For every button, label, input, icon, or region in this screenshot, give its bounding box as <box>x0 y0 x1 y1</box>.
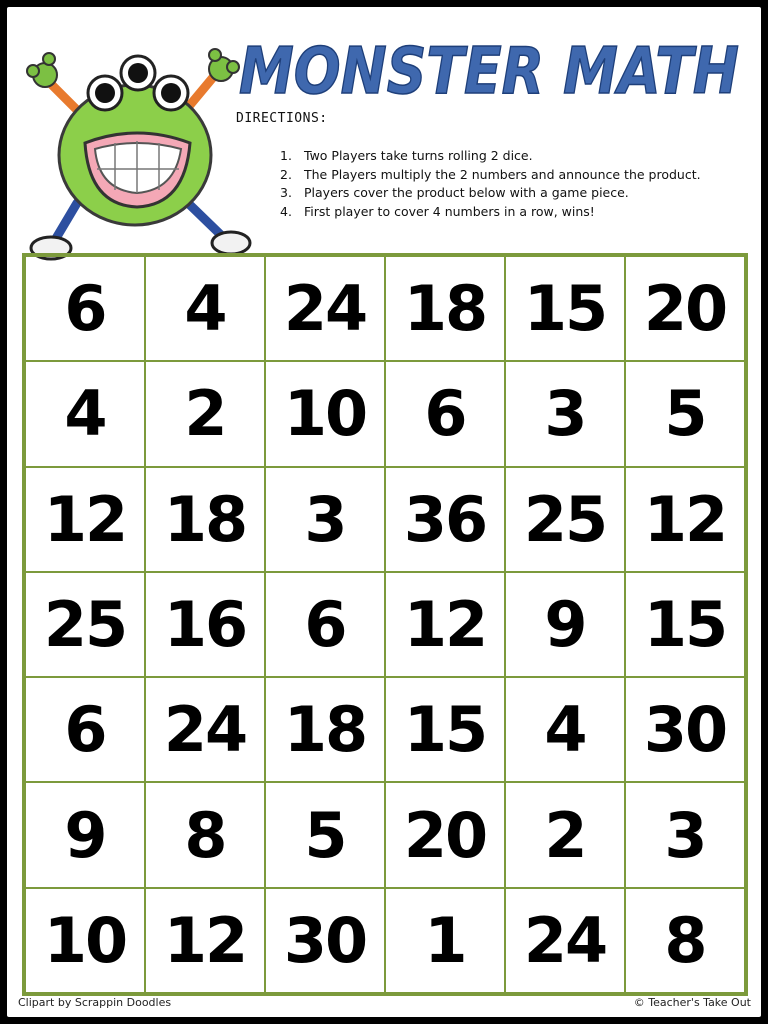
worksheet-page <box>7 7 761 1017</box>
board-cell[interactable]: 20 <box>625 256 745 361</box>
board-cell[interactable]: 20 <box>385 782 505 887</box>
monster-illustration <box>25 45 260 267</box>
directions-heading: DIRECTIONS: <box>236 111 328 126</box>
game-board <box>22 253 748 996</box>
direction-step <box>280 184 720 203</box>
board-cell[interactable]: 3 <box>625 782 745 887</box>
copyright-notice: © Teacher's Take Out <box>633 996 751 1009</box>
board-cell[interactable]: 3 <box>505 361 625 466</box>
page-title-text: MONSTER MATH <box>239 35 739 109</box>
direction-step <box>280 147 720 166</box>
direction-step-text: Two Players take turns rolling 2 dice. <box>304 148 533 163</box>
board-cell[interactable]: 9 <box>25 782 145 887</box>
direction-step-text: Players cover the product below with a game piece. <box>304 185 629 200</box>
board-cell[interactable]: 24 <box>265 256 385 361</box>
board-cell[interactable]: 6 <box>25 256 145 361</box>
board-cell[interactable]: 36 <box>385 467 505 572</box>
clipart-credit: Clipart by Scrappin Doodles <box>18 996 172 1009</box>
board-cell[interactable]: 24 <box>505 888 625 993</box>
board-cell[interactable]: 8 <box>145 782 265 887</box>
board-cell[interactable]: 10 <box>265 361 385 466</box>
board-cell[interactable]: 2 <box>505 782 625 887</box>
board-cell[interactable]: 9 <box>505 572 625 677</box>
direction-step-number: 1. <box>280 148 292 163</box>
direction-step <box>280 203 720 222</box>
board-cell[interactable]: 12 <box>25 467 145 572</box>
direction-step-text: The Players multiply the 2 numbers and announce the product. <box>304 166 701 182</box>
board-cell[interactable]: 2 <box>145 361 265 466</box>
board-cell[interactable]: 18 <box>385 256 505 361</box>
board-cell[interactable]: 5 <box>265 782 385 887</box>
direction-step-number: 2. <box>280 166 292 182</box>
board-cell[interactable]: 6 <box>265 572 385 677</box>
board-cell[interactable]: 15 <box>625 572 745 677</box>
board-cell[interactable]: 15 <box>505 256 625 361</box>
board-cell[interactable]: 4 <box>25 361 145 466</box>
board-cell[interactable]: 6 <box>25 677 145 782</box>
board-cell[interactable]: 25 <box>505 467 625 572</box>
board-cell[interactable]: 18 <box>145 467 265 572</box>
board-cell[interactable]: 12 <box>145 888 265 993</box>
board-cell[interactable]: 25 <box>25 572 145 677</box>
board-cell[interactable]: 12 <box>625 467 745 572</box>
board-cell[interactable]: 16 <box>145 572 265 677</box>
board-cell[interactable]: 4 <box>145 256 265 361</box>
board-cell[interactable]: 30 <box>625 677 745 782</box>
direction-step-text: First player to cover 4 numbers in a row, wins! <box>304 203 595 219</box>
page-title <box>235 21 745 111</box>
directions-list <box>280 147 720 221</box>
board-cell[interactable]: 6 <box>385 361 505 466</box>
direction-step <box>280 166 720 185</box>
board-cell[interactable]: 15 <box>385 677 505 782</box>
board-cell[interactable]: 30 <box>265 888 385 993</box>
direction-step-number: 3. <box>280 185 292 200</box>
board-cell[interactable]: 5 <box>625 361 745 466</box>
board-cell[interactable]: 12 <box>385 572 505 677</box>
direction-step-number: 4. <box>280 203 292 219</box>
board-cell[interactable]: 18 <box>265 677 385 782</box>
board-cell[interactable]: 1 <box>385 888 505 993</box>
board-cell[interactable]: 8 <box>625 888 745 993</box>
board-cell[interactable]: 4 <box>505 677 625 782</box>
board-cell[interactable]: 10 <box>25 888 145 993</box>
board-cell[interactable]: 3 <box>265 467 385 572</box>
board-cell[interactable]: 24 <box>145 677 265 782</box>
